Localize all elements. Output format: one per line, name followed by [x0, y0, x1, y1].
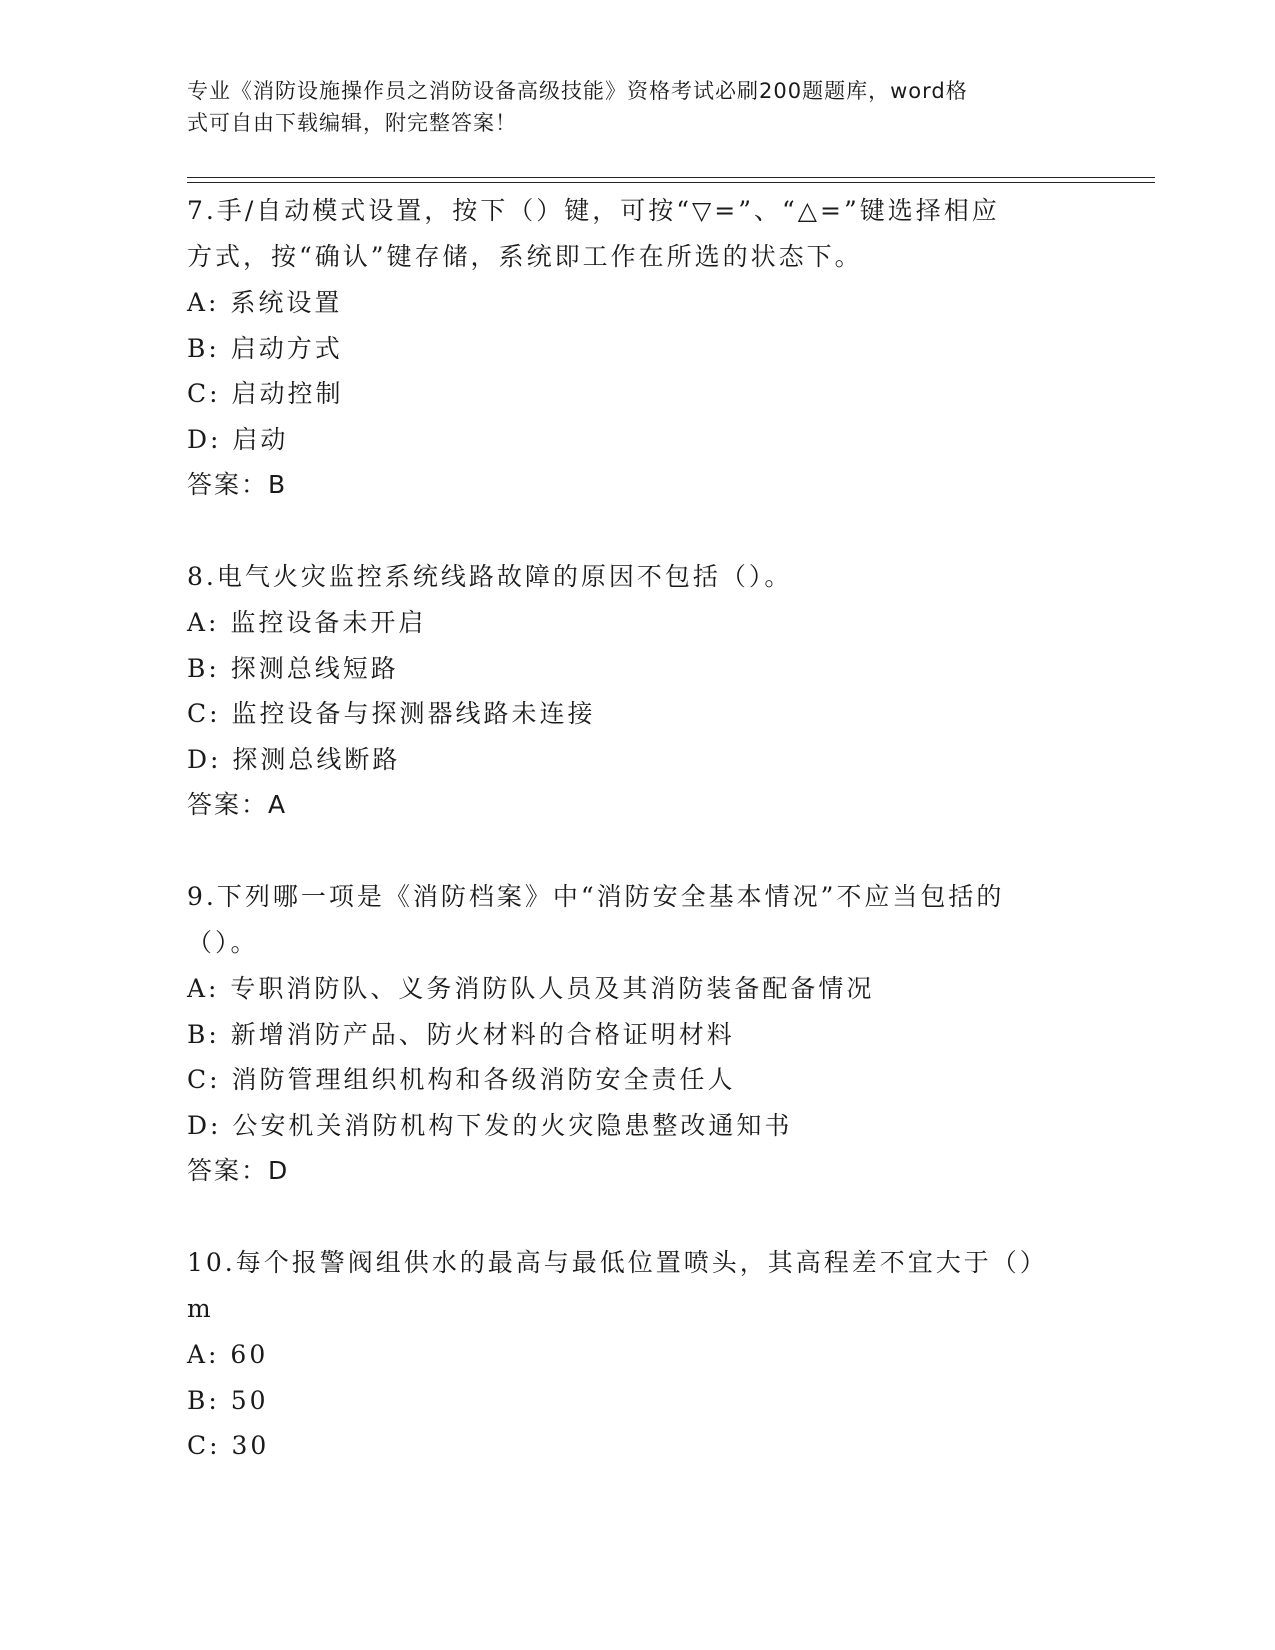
question-text-line: 方式，按“确认”键存储，系统即工作在所选的状态下。 — [187, 242, 863, 271]
answer-line: 答案：D — [187, 1156, 290, 1185]
option-b: B: 启动方式 — [187, 333, 343, 363]
question-9 — [187, 874, 1087, 1194]
question-text-line: 9.下列哪一项是《消防档案》中“消防安全基本情况”不应当包括的 — [187, 882, 1005, 911]
question-text-line: 8.电气火灾监控系统线路故障的原因不包括（）。 — [187, 562, 793, 591]
option-c: C: 消防管理组织机构和各级消防安全责任人 — [187, 1065, 736, 1094]
document-header — [187, 75, 1067, 139]
option-a: A: 系统设置 — [187, 288, 343, 317]
header-divider-top — [187, 177, 1155, 178]
option-b: B: 50 — [187, 1385, 269, 1415]
question-text-line: 7.手/自动模式设置，按下（）键，可按“▽=”、“△=”键选择相应 — [187, 196, 1000, 225]
question-spacer — [187, 1194, 1087, 1240]
option-b: B: 探测总线短路 — [187, 653, 399, 683]
option-b: B: 新增消防产品、防火材料的合格证明材料 — [187, 1019, 735, 1049]
option-c: C: 30 — [187, 1431, 270, 1460]
answer-line: 答案：B — [187, 470, 288, 499]
header-divider-bottom — [187, 182, 1155, 183]
question-text-line: 10.每个报警阀组供水的最高与最低位置喷头，其高程差不宜大于（） — [187, 1248, 1048, 1277]
question-10 — [187, 1240, 1087, 1469]
option-a: A: 监控设备未开启 — [187, 608, 427, 637]
question-text-line: （）。 — [187, 928, 259, 957]
question-7 — [187, 188, 1087, 508]
option-a: A: 60 — [187, 1340, 269, 1369]
header-line-2: 式可自由下载编辑，附完整答案！ — [187, 111, 517, 135]
option-a: A: 专职消防队、义务消防队人员及其消防装备配备情况 — [187, 974, 875, 1003]
option-d: D: 公安机关消防机构下发的火灾隐患整改通知书 — [187, 1110, 793, 1140]
question-text-line: m — [187, 1294, 214, 1323]
question-spacer — [187, 828, 1087, 874]
question-list — [187, 188, 1087, 1469]
header-line-1: 专业《消防设施操作员之消防设备高级技能》资格考试必刷200题题库，word格 — [187, 79, 968, 103]
option-c: C: 启动控制 — [187, 379, 344, 408]
option-d: D: 启动 — [187, 424, 289, 454]
option-d: D: 探测总线断路 — [187, 744, 401, 774]
question-spacer — [187, 508, 1087, 554]
answer-line: 答案：A — [187, 790, 288, 819]
question-8 — [187, 554, 1087, 828]
option-c: C: 监控设备与探测器线路未连接 — [187, 699, 596, 728]
